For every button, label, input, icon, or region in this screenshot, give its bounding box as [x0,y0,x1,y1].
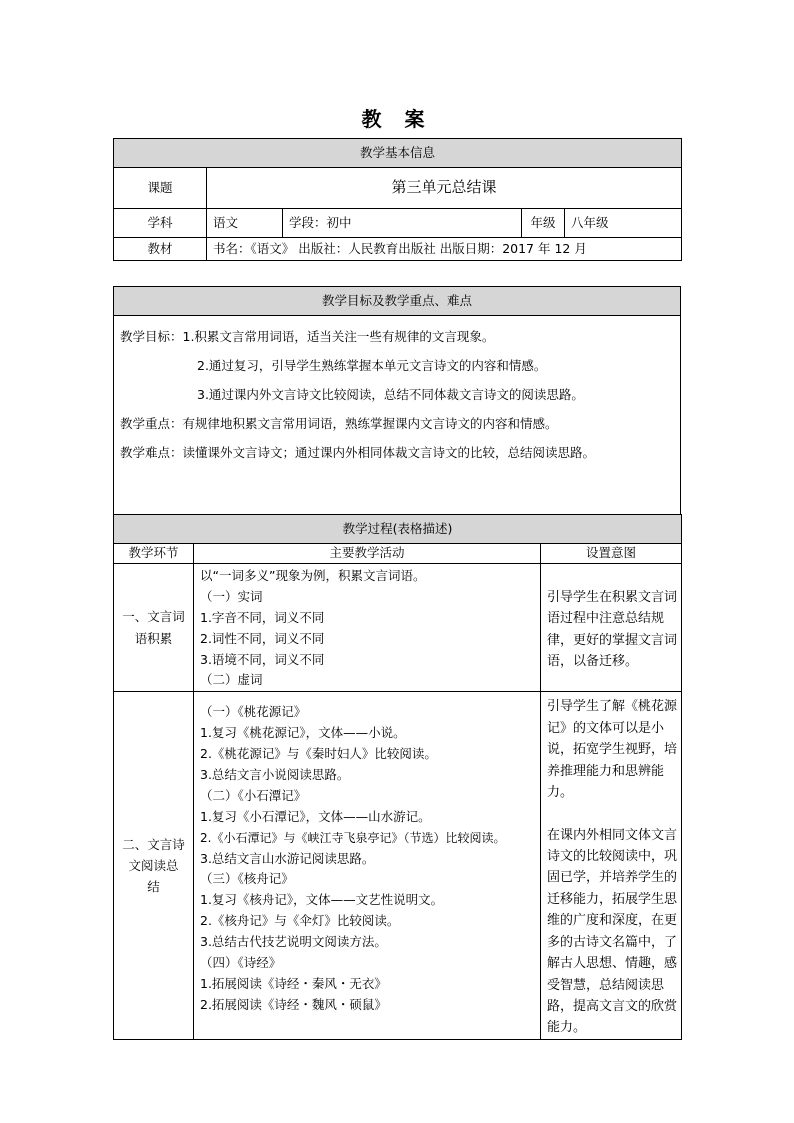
activity-line: （二）《小石潭记》 [200,787,307,803]
row1-stage [114,564,194,692]
activity-line: 1.字音不同，词义不同 [200,609,325,625]
basic-info-table [113,138,682,261]
activity-line: （一）《桃花源记》 [200,704,307,720]
row1-activities [194,564,541,692]
textbook-value: 书名：《语文》 出版社：人民教育出版社 出版日期：2017 年 12 月 [207,238,682,261]
objectives-table [113,286,681,521]
row2-intent [541,692,682,1040]
col-activity-header: 主要教学活动 [194,544,541,564]
objectives-body [114,316,681,521]
activity-line: 2.拓展阅读《诗经・魏风・硕鼠》 [200,996,387,1012]
activity-line: 2.《核舟记》与《伞灯》比较阅读。 [200,913,400,929]
col-stage-header: 教学环节 [114,544,194,564]
subject-label: 学科 [114,209,207,238]
activity-line: 3.语境不同，词义不同 [200,651,325,667]
activity-line: （四）《诗经》 [200,955,282,971]
grade-value: 八年级 [565,209,682,238]
objectives-header: 教学目标及教学重点、难点 [114,287,681,316]
col-intent-header: 设置意图 [541,544,682,564]
intent-paragraph: 在课内外相同文体文言诗文的比较阅读中，巩固已学，并培养学生的迁移能力，拓展学生思维的广度和深度，在更多的古诗文名篇中，了解古人思想、情趣，感受智慧，总结阅读思路，提高文言文的欣赏能力。 [547,827,678,1036]
activity-line: 2.词性不同，词义不同 [200,630,325,646]
row1-stage-line: 语积累 [134,630,173,646]
activity-line: 3.总结文言山水游记阅读思路。 [200,850,375,866]
goal-2: 2.通过复习，引导学生熟练掌握本单元文言诗文的内容和情感。 [197,358,547,373]
page-title: 教 案 [361,107,433,131]
activity-line: 1.复习《桃花源记》，文体——小说。 [200,725,406,741]
row2-stage-line: 二、文言诗 [122,836,185,852]
grade-label: 年级 [522,209,565,238]
activity-line: 1.拓展阅读《诗经・秦风・无衣》 [200,975,387,991]
activity-line: （一）实词 [200,588,263,604]
activity-line: 3.总结文言小说阅读思路。 [200,767,350,783]
activity-line: （二）虚词 [200,672,263,688]
row1-intent: 引导学生在积累文言词语过程中注意总结规律，更好的掌握文言词语，以备迁移。 [541,564,682,692]
row2-stage-line: 文阅读总 [128,858,179,873]
goal-3: 3.通过课内外文言诗文比较阅读，总结不同体裁文言诗文的阅读思路。 [197,387,584,402]
activity-line: 3.总结古代技艺说明文阅读方法。 [200,934,387,950]
activity-line: 1.复习《核舟记》，文体——文艺性说明文。 [200,892,444,908]
stage-text: 学段：初中 [283,209,522,238]
goal-1: 教学目标：1.积累文言常用词语，适当关注一些有规律的文言现象。 [120,329,495,344]
subject-value: 语文 [207,209,283,238]
row2-stage-line: 结 [147,879,160,895]
activity-line: 以“一词多义”现象为例，积累文言词语。 [200,568,426,583]
process-header: 教学过程(表格描述) [114,515,682,544]
topic-value: 第三单元总结课 [207,168,682,209]
row1-stage-line: 一、文言词 [122,609,185,625]
basic-info-header: 教学基本信息 [114,139,682,168]
key-point: 教学重点：有规律地积累文言常用词语，熟练掌握课内文言诗文的内容和情感。 [120,416,558,431]
process-table [113,514,682,1040]
activity-line: （三）《核舟记》 [200,871,294,887]
topic-label: 课题 [114,168,207,209]
textbook-label: 教材 [114,238,207,261]
row2-activities [194,692,541,1040]
activity-line: 2.《桃花源记》与《秦时妇人》比较阅读。 [200,746,437,762]
difficulty: 教学难点：读懂课外文言诗文；通过课内外相同体裁文言诗文的比较，总结阅读思路。 [120,445,596,460]
activity-line: 1.复习《小石潭记》，文体——山水游记。 [200,808,431,824]
row2-stage [114,692,194,1040]
intent-paragraph: 引导学生了解《桃花源记》的文体可以是小说，拓宽学生视野，培养推理能力和思辨能力。 [547,699,678,801]
activity-line: 2.《小石潭记》与《峡江寺飞泉亭记》（节选）比较阅读。 [200,830,506,845]
